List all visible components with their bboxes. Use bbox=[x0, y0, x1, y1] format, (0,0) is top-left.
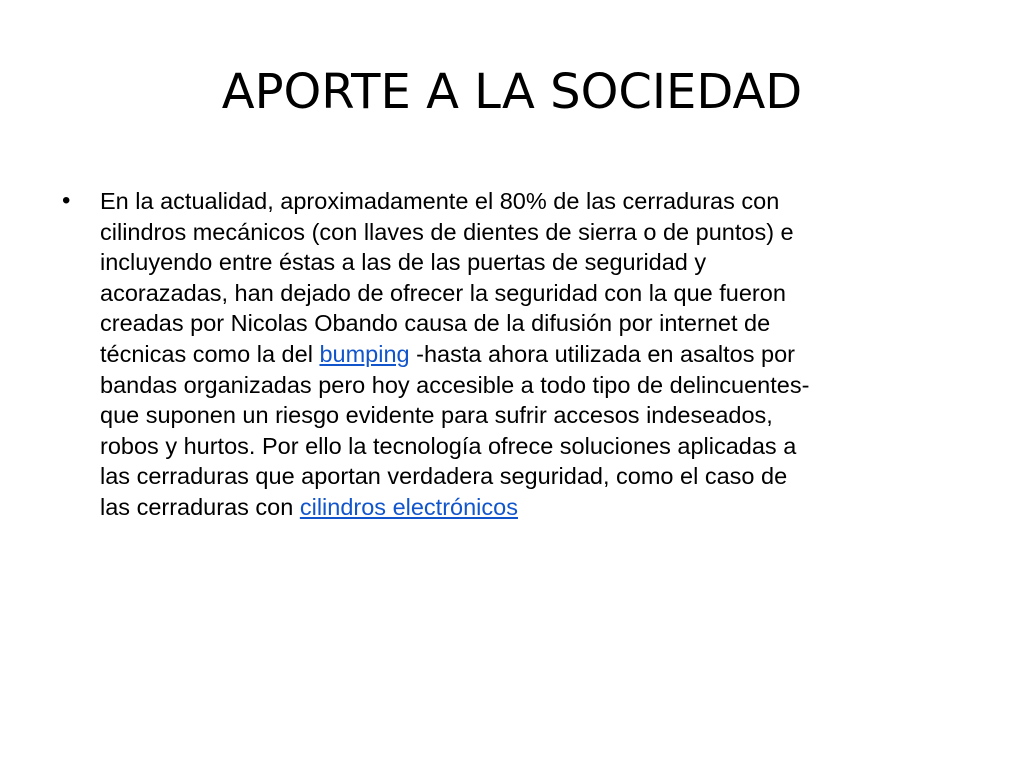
paragraph-line: creadas por Nicolas Obando causa de la difusión por internet de bbox=[100, 310, 771, 337]
line-text: -hasta ahora utilizada en asaltos por bbox=[409, 340, 795, 367]
paragraph-line: incluyendo entre éstas a las de las puertas de seguridad y bbox=[100, 249, 707, 276]
paragraph-line: las cerraduras que aportan verdadera seguridad, como el caso de bbox=[100, 463, 788, 490]
paragraph-line: que suponen un riesgo evidente para sufrir accesos indeseados, bbox=[100, 402, 773, 429]
slide-title: APORTE A LA SOCIEDAD bbox=[221, 64, 803, 120]
paragraph-line: En la actualidad, aproximadamente el 80% de las cerraduras con bbox=[100, 188, 780, 214]
bullet-list-item bbox=[62, 186, 982, 523]
line-text: técnicas como la del bbox=[100, 340, 320, 367]
cilindros-electronicos-link[interactable]: cilindros electrónicos bbox=[299, 493, 518, 520]
paragraph-line: bandas organizadas pero hoy accesible a todo tipo de delincuentes- bbox=[100, 371, 810, 398]
paragraph-line: cilindros mecánicos (con llaves de dientes de sierra o de puntos) e bbox=[100, 218, 794, 245]
paragraph-line: robos y hurtos. Por ello la tecnología ofrece soluciones aplicadas a bbox=[100, 432, 797, 459]
line-text: las cerraduras con bbox=[100, 493, 300, 520]
paragraph-line: acorazadas, han dejado de ofrecer la seguridad con la que fueron bbox=[100, 279, 786, 306]
bumping-link[interactable]: bumping bbox=[319, 340, 410, 367]
bullet-marker: • bbox=[62, 187, 71, 214]
bullet-paragraph bbox=[100, 186, 982, 523]
paragraph-line bbox=[100, 492, 982, 523]
paragraph-line bbox=[100, 339, 982, 370]
